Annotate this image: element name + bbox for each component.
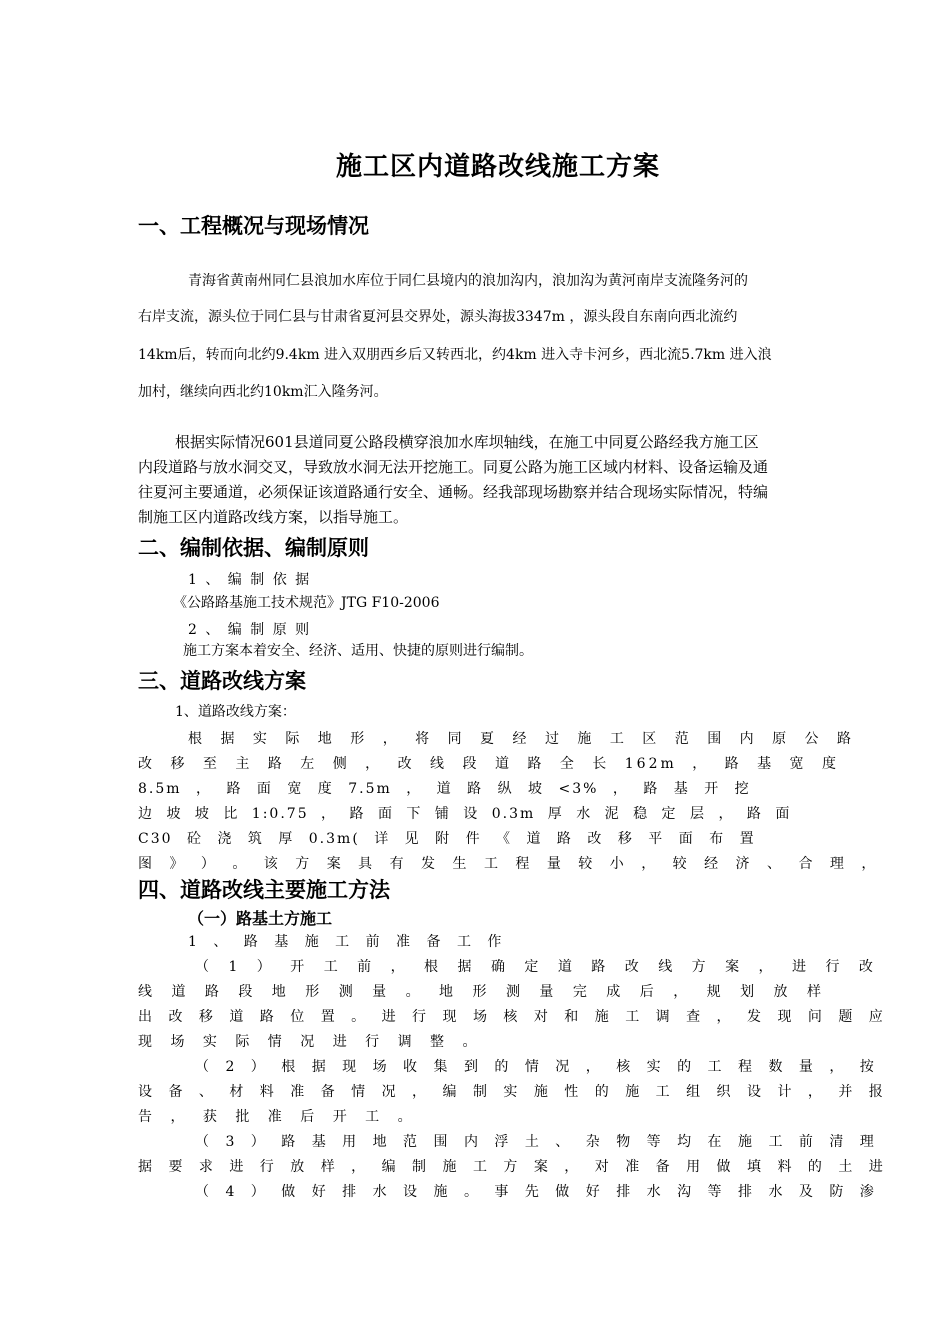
sub-heading: 1、道路改线方案： xyxy=(175,704,296,720)
sub-heading: （一）路基土方施工 xyxy=(188,909,333,928)
list-item-label: 1 、 编 制 依 据 xyxy=(188,572,312,588)
method-line: （ 1 ） 开 工 前 ， 根 据 确 定 道 路 改 线 方 案 ， 进 行 改 xyxy=(195,959,876,975)
list-item-label: 2 、 编 制 原 则 xyxy=(188,622,312,638)
paragraph-line: 青海省黄南州同仁县浪加水库位于同仁县境内的浪加沟内，浪加沟为黄河南岸支流隆务河的 xyxy=(188,273,748,289)
paragraph-line: 内段道路与放水洞交叉，导致放水洞无法开挖施工。同夏公路为施工区域内材料、设备运输及通 xyxy=(138,458,769,476)
method-line: 线 道 路 段 地 形 测 量 。 地 形 测 量 完 成 后 ， 规 划 放 样 xyxy=(138,984,825,1000)
method-line: 据 要 求 进 行 放 样 ， 编 制 施 工 方 案 ， 对 准 备 用 做 填 料 的 土 进 xyxy=(138,1159,885,1175)
paragraph-line: 制施工区内道路改线方案，以指导施工。 xyxy=(138,508,409,526)
method-line: （ 3 ） 路 基 用 地 范 围 内 浮 土 、 杂 物 等 均 在 施 工 前 清 理 xyxy=(195,1134,876,1150)
paragraph-line: 加村，继续向西北约10km汇入隆务河。 xyxy=(138,384,388,400)
plan-line: 改 移 至 主 路 左 侧 ， 改 线 段 道 路 全 长 162m ， 路 基 宽 度 xyxy=(138,756,839,772)
method-line: 告 ， 获 批 准 后 开 工 。 xyxy=(138,1109,415,1125)
paragraph-line: 往夏河主要通道，必须保证该道路通行安全、通畅。经我部现场勘察并结合现场实际情况，特编 xyxy=(138,483,769,501)
paragraph-line: 14km后，转而向北约9.4km 进入双朋西乡后又转西北，约4km 进入寺卡河乡，西北流5.7km 进入浪 xyxy=(138,347,772,363)
section-heading-basis: 二、编制依据、编制原则 xyxy=(138,536,369,560)
method-line: 现 场 实 际 情 况 进 行 调 整 。 xyxy=(138,1034,480,1050)
plan-line: 8.5m ， 路 面 宽 度 7.5m ， 道 路 纵 坡 <3% ， 路 基 开 挖 xyxy=(138,781,751,797)
paragraph-line: 根据实际情况601县道同夏公路段横穿浪加水库坝轴线，在施工中同夏公路经我方施工区 xyxy=(175,433,759,451)
list-item-text: 《公路路基施工技术规范》JTG F10-2006 xyxy=(173,595,440,611)
paragraph-line: 右岸支流，源头位于同仁县与甘肃省夏河县交界处，源头海拔3347m ，源头段自东南向西北流约 xyxy=(138,309,738,325)
method-line: 出 改 移 道 路 位 置 。 进 行 现 场 核 对 和 施 工 调 查 ， 发 现 问 题 应 xyxy=(138,1009,885,1025)
method-line: （ 2 ） 根 据 现 场 收 集 到 的 情 况 ， 核 实 的 工 程 数 量 ， 按 xyxy=(195,1059,876,1075)
plan-line: 根 据 实 际 地 形 ， 将 同 夏 经 过 施 工 区 范 围 内 原 公 路 xyxy=(188,731,855,747)
plan-line: 图 》 ） 。 该 方 案 具 有 发 生 工 程 量 较 小 ， 较 经 济 、 合 理 ， xyxy=(138,856,879,872)
section-heading-plan: 三、道路改线方案 xyxy=(138,669,306,693)
section-heading-methods: 四、道路改线主要施工方法 xyxy=(138,878,390,902)
list-item-label: 1 、 路 基 施 工 前 准 备 工 作 xyxy=(188,934,505,950)
method-line: （ 4 ） 做 好 排 水 设 施 。 事 先 做 好 排 水 沟 等 排 水 及 防 渗 xyxy=(195,1184,876,1200)
plan-line: 边 坡 坡 比 1:0.75 ， 路 面 下 铺 设 0.3m 厚 水 泥 稳 定 层 ， 路 面 xyxy=(138,806,792,822)
document-title: 施工区内道路改线施工方案 xyxy=(335,152,660,182)
section-heading-overview: 一、工程概况与现场情况 xyxy=(138,214,369,238)
method-line: 设 备 、 材 料 准 备 情 况 ， 编 制 实 施 性 的 施 工 组 织 设 计 ， 并 报 xyxy=(138,1084,885,1100)
list-item-text: 施工方案本着安全、经济、适用、快捷的原则进行编制。 xyxy=(183,643,533,659)
plan-line: C30 砼 浇 筑 厚 0.3m( 详 见 附 件 《 道 路 改 移 平 面 布 置 xyxy=(138,831,756,847)
